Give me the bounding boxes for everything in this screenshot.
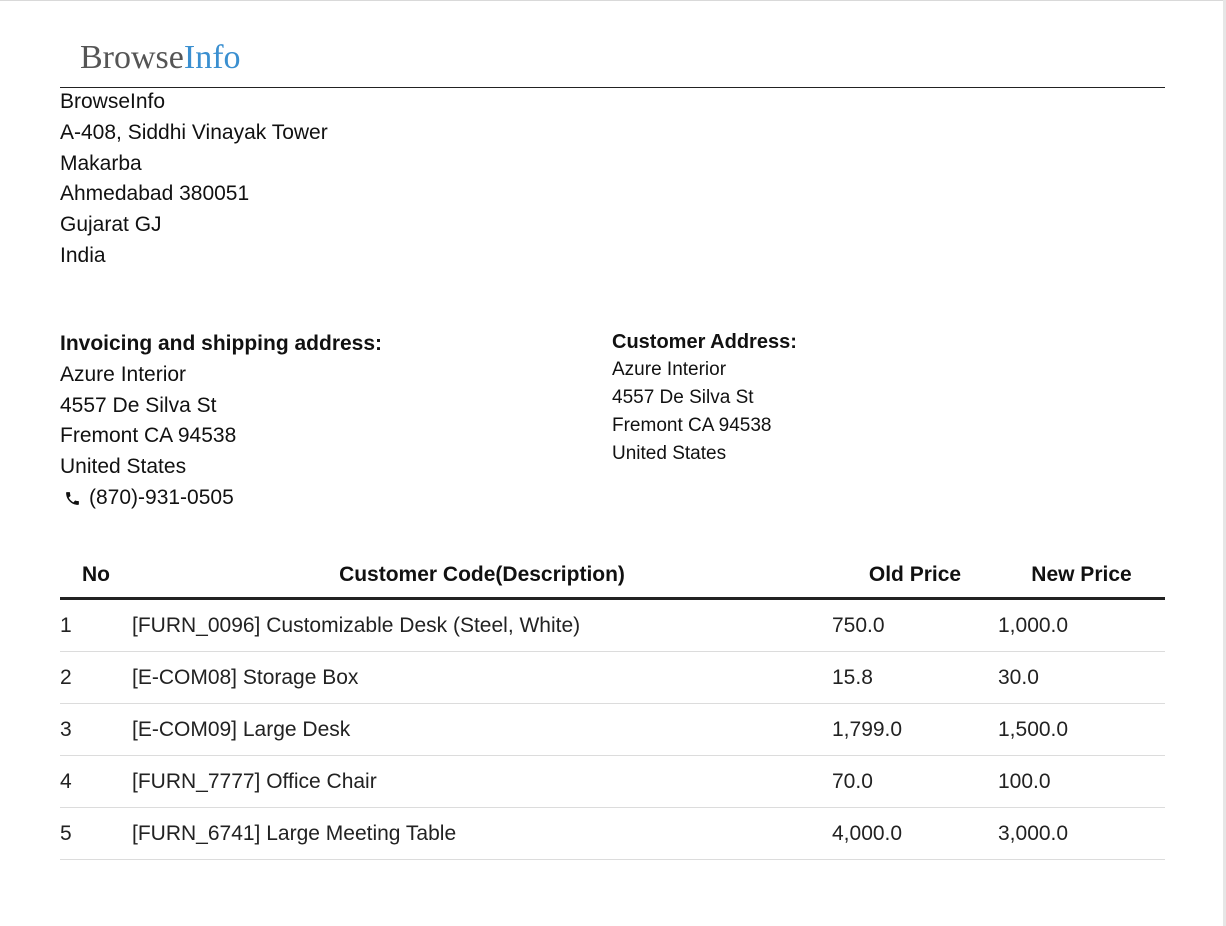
company-street: A-408, Siddhi Vinayak Tower — [60, 120, 328, 144]
logo-text-primary: Browse — [80, 39, 184, 76]
customer-name: Azure Interior — [612, 359, 727, 380]
column-header-no: No — [60, 553, 132, 599]
table-row — [60, 808, 1165, 860]
row-no: 3 — [60, 704, 132, 756]
row-new-price: 100.0 — [998, 756, 1165, 808]
row-no: 2 — [60, 652, 132, 704]
invoicing-phone-row — [60, 483, 382, 514]
row-new-price: 30.0 — [998, 652, 1165, 704]
row-description: [E-COM09] Large Desk — [132, 704, 832, 756]
page-top-border — [0, 0, 1226, 1]
invoicing-street: 4557 De Silva St — [60, 393, 217, 417]
company-name: BrowseInfo — [60, 90, 166, 113]
table-header-row — [60, 553, 1165, 599]
row-description: [E-COM08] Storage Box — [132, 652, 832, 704]
phone-icon — [64, 490, 81, 507]
row-no: 4 — [60, 756, 132, 808]
row-old-price: 1,799.0 — [832, 704, 998, 756]
row-new-price: 1,500.0 — [998, 704, 1165, 756]
invoicing-name: Azure Interior — [60, 362, 187, 386]
table-row — [60, 704, 1165, 756]
row-description: [FURN_0096] Customizable Desk (Steel, White) — [132, 599, 832, 652]
row-no: 5 — [60, 808, 132, 860]
column-header-old-price: Old Price — [832, 553, 998, 599]
company-state: Gujarat GJ — [60, 213, 162, 237]
customer-street: 4557 De Silva St — [612, 387, 754, 408]
company-logo — [80, 36, 241, 80]
row-new-price: 3,000.0 — [998, 808, 1165, 860]
customer-address — [612, 328, 797, 468]
row-old-price: 15.8 — [832, 652, 998, 704]
invoicing-heading: Invoicing and shipping address: — [60, 332, 383, 355]
table-row — [60, 756, 1165, 808]
invoicing-phone: (870)-931-0505 — [89, 485, 234, 509]
invoicing-city: Fremont CA 94538 — [60, 424, 237, 448]
company-country: India — [60, 243, 106, 267]
company-area: Makarba — [60, 151, 142, 175]
row-no: 1 — [60, 599, 132, 652]
column-header-new-price: New Price — [998, 553, 1165, 599]
column-header-description: Customer Code(Description) — [132, 553, 832, 599]
row-old-price: 4,000.0 — [832, 808, 998, 860]
row-description: [FURN_6741] Large Meeting Table — [132, 808, 832, 860]
logo-text-accent: Info — [183, 39, 241, 76]
customer-city: Fremont CA 94538 — [612, 415, 772, 436]
row-old-price: 70.0 — [832, 756, 998, 808]
customer-country: United States — [612, 443, 727, 464]
table-row — [60, 652, 1165, 704]
customer-heading: Customer Address: — [612, 331, 797, 353]
row-description: [FURN_7777] Office Chair — [132, 756, 832, 808]
invoicing-country: United States — [60, 455, 187, 479]
invoicing-address — [60, 329, 382, 514]
company-city: Ahmedabad 380051 — [60, 182, 250, 206]
table-row — [60, 599, 1165, 652]
row-old-price: 750.0 — [832, 599, 998, 652]
row-new-price: 1,000.0 — [998, 599, 1165, 652]
company-address — [60, 87, 328, 272]
price-table — [60, 553, 1165, 860]
